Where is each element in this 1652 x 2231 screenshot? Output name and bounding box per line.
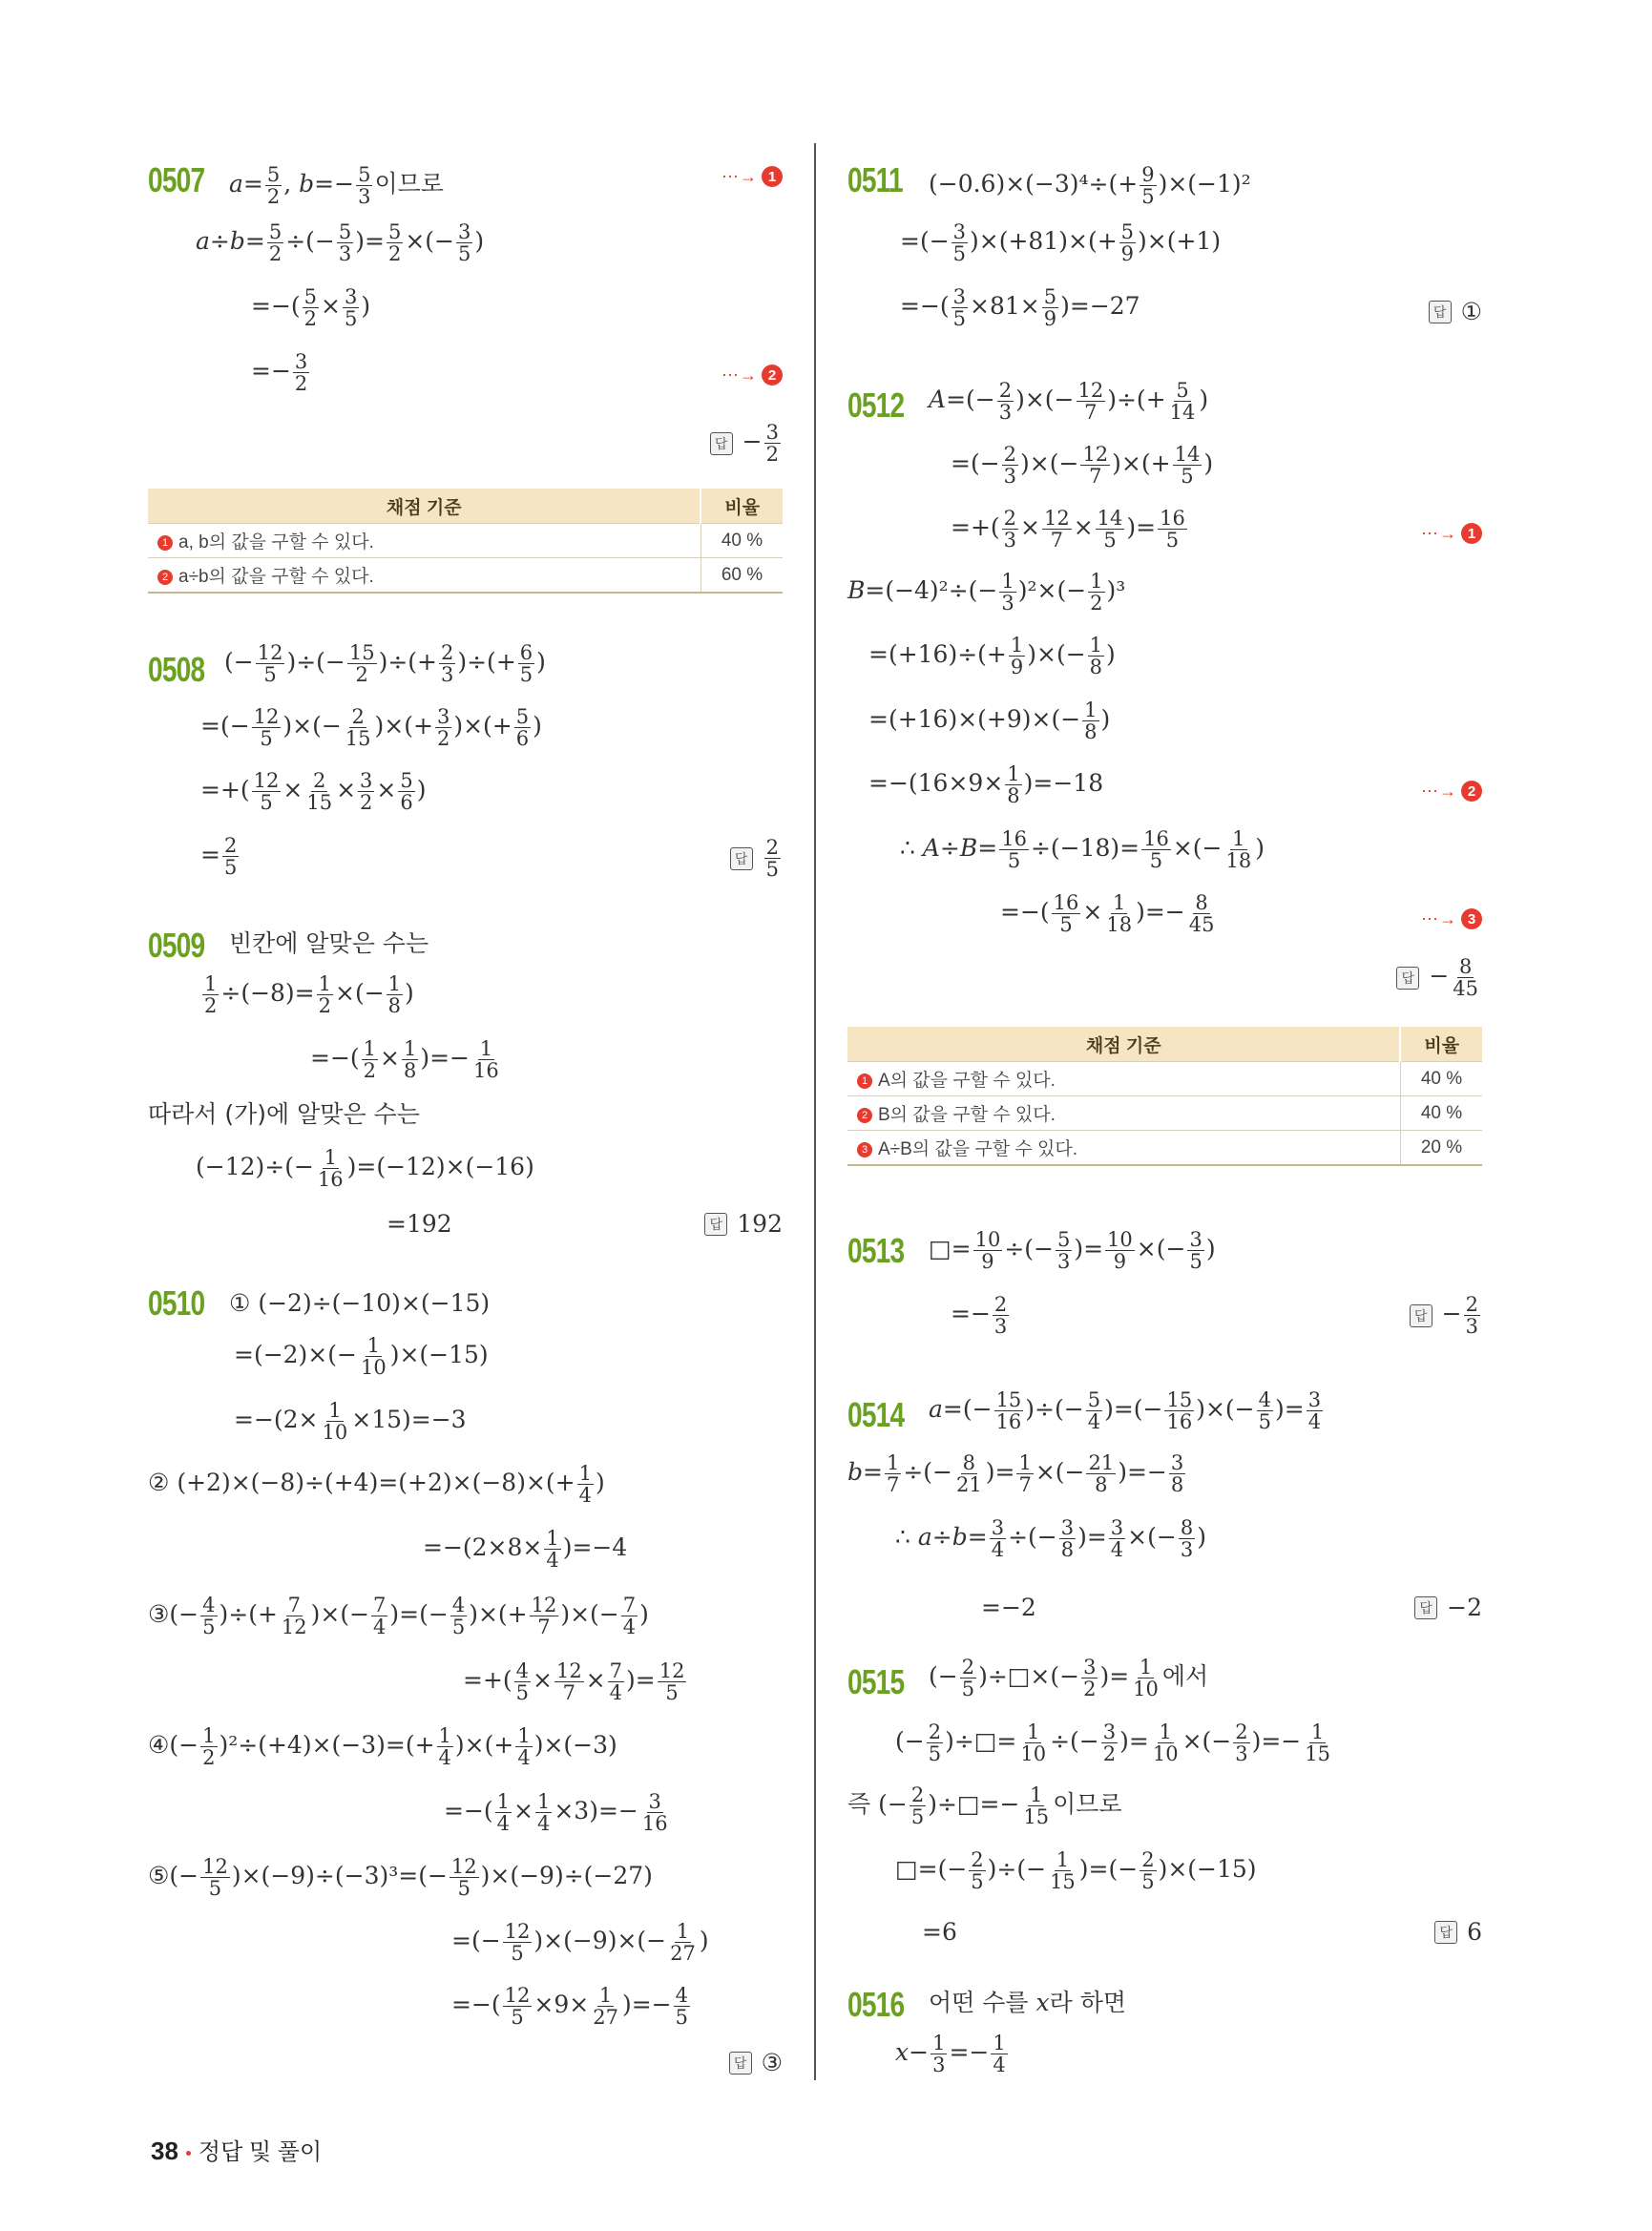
solution-line-2: (− $\frac{2}{5}$ )÷□= $\frac{1}{10}$ ÷(− $\frac{3}{2}$ )= $\frac{1}{10}$ ×(− $\frac{2}{3}$ )=− $\frac{1}{15}$	[895, 1720, 1330, 1766]
answer: 답 −2	[1414, 1594, 1482, 1621]
solution-line-3: =−( $\frac{1}{2}$ × $\frac{1}{8}$ )=− $\frac{1}{16}$	[310, 1037, 499, 1083]
answer-mark-icon: 답	[1434, 1921, 1457, 1944]
answer-mark-icon: 답	[1410, 1304, 1432, 1327]
solution-line-3: =+( $\frac{12}{5}$ × $\frac{2}{15}$ × $\frac{3}{2}$ × $\frac{5}{6}$ )	[200, 769, 427, 815]
solution-line-6: =(+16)×(+9)×(− $\frac{1}{8}$ )	[868, 698, 1111, 744]
problem-number: 0510	[148, 1283, 205, 1323]
answer: 답 − $\frac{2}{3}$	[1410, 1294, 1482, 1337]
solution-line-1: 빈칸에 알맞은 수는	[229, 929, 429, 957]
solution-line-7: =−(16×9× $\frac{1}{8}$ )=−18	[868, 762, 1104, 808]
solution-line-9: =−( $\frac{16}{5}$ × $\frac{1}{18}$ )=− $\frac{8}{45}$	[1000, 891, 1215, 937]
solution-line-11: =(− $\frac{12}{5}$ )×(−9)×(− $\frac{1}{27}$ )	[451, 1920, 709, 1966]
grading-table	[148, 489, 783, 594]
solution-line-5: =(+16)÷(+ $\frac{1}{9}$ )×(− $\frac{1}{8}$ )	[868, 634, 1116, 679]
table-header-ratio: 비율	[1400, 1027, 1482, 1062]
solution-line-2: =(− $\frac{3}{5}$ )×(+81)×(+ $\frac{5}{9}$ )×(+1)	[900, 220, 1222, 266]
solution-line-4: B=(−4)²÷(− $\frac{1}{3}$ )²×(− $\frac{1}{2}$ )³	[847, 570, 1126, 615]
page-number: 38	[151, 2137, 178, 2165]
solution-line-5: =6	[922, 1918, 957, 1946]
solution-line-2: x− $\frac{1}{3}$ =− $\frac{1}{4}$	[895, 2032, 1006, 2077]
table-row: 2 a÷b의 값을 구할 수 있다. 60 %	[148, 558, 783, 594]
step-3-icon: 3	[1461, 908, 1482, 929]
column-divider	[814, 143, 816, 2080]
step-marker-2: ⋯→ 2	[1421, 781, 1482, 802]
solution-line-3: =−( $\frac{3}{5}$ ×81× $\frac{5}{9}$ )=−27	[900, 285, 1140, 331]
step-1-icon: 1	[762, 166, 783, 187]
solution-line-4: □=(− $\frac{2}{5}$ )÷(− $\frac{1}{15}$ )=(− $\frac{2}{5}$ )×(−15)	[895, 1848, 1257, 1894]
table-row: 1 A의 값을 구할 수 있다. 40 %	[847, 1062, 1482, 1096]
solution-line-3: ∴ a÷b= $\frac{3}{4}$ ÷(− $\frac{3}{8}$ )= $\frac{3}{4}$ ×(− $\frac{8}{3}$ )	[895, 1516, 1206, 1562]
solution-line-8: ∴ A÷B= $\frac{16}{5}$ ÷(−18)= $\frac{16}{5}$ ×(− $\frac{1}{18}$ )	[900, 827, 1265, 873]
section-title: 정답 및 풀이	[198, 2139, 323, 2165]
problem-number: 0515	[847, 1662, 905, 1701]
solution-line-4: 따라서 (가)에 알맞은 수는	[148, 1100, 420, 1128]
answer: 답 192	[704, 1210, 783, 1238]
problem-number: 0512	[847, 386, 905, 425]
grading-table	[847, 1027, 1482, 1166]
answer: 답 6	[1434, 1918, 1482, 1946]
answer-mark-icon: 답	[730, 847, 753, 870]
solution-line-1: 어떤 수를 x라 하면	[929, 1989, 1127, 2016]
solution-line-9: =−( $\frac{1}{4}$ × $\frac{1}{4}$ ×3)=− $\frac{3}{16}$	[444, 1790, 668, 1836]
table-header-ratio: 비율	[701, 489, 783, 524]
step-marker-1: ⋯→ 1	[1421, 523, 1482, 544]
step-2-icon: 2	[762, 365, 783, 386]
solution-line-12: =−( $\frac{12}{5}$ ×9× $\frac{1}{27}$ )=− $\frac{4}{5}$	[451, 1984, 688, 2030]
solution-line-1: (− $\frac{12}{5}$ )÷(− $\frac{15}{2}$ )÷(+ $\frac{2}{3}$ )÷(+ $\frac{6}{5}$ )	[224, 641, 546, 687]
solution-line-3: =−( $\frac{5}{2}$ × $\frac{3}{5}$ )	[251, 285, 371, 331]
solution-line-6: ③(− $\frac{4}{5}$ )÷(+ $\frac{7}{12}$ )×(− $\frac{7}{4}$ )=(− $\frac{4}{5}$ )×(+ $\frac{12}{7}$ )×(− $\frac{7}{4}$ )	[148, 1594, 649, 1639]
answer: 답 $\frac{2}{5}$	[730, 837, 783, 880]
answer-mark-icon: 답	[729, 2052, 752, 2075]
problem-number: 0513	[847, 1231, 905, 1270]
problem-number: 0516	[847, 1985, 905, 2024]
problem-number: 0508	[148, 650, 205, 689]
solution-line-6: =192	[387, 1210, 452, 1238]
answer-mark-icon: 답	[704, 1213, 727, 1236]
answer: 답 − $\frac{3}{2}$	[710, 422, 783, 465]
table-row: 3 A÷B의 값을 구할 수 있다. 20 %	[847, 1131, 1482, 1166]
solution-line-4: =−2	[981, 1594, 1036, 1621]
step-marker-3: ⋯→ 3	[1421, 908, 1482, 929]
footer-dot-icon	[186, 2151, 191, 2156]
solution-line-2: a÷b= $\frac{5}{2}$ ÷(− $\frac{5}{3}$ )= $\frac{5}{2}$ ×(− $\frac{3}{5}$ )	[196, 220, 485, 266]
solution-line-5: =−(2×8× $\frac{1}{4}$ )=−4	[423, 1527, 628, 1573]
solution-line-5: (−12)÷(− $\frac{1}{16}$ )=(−12)×(−16)	[196, 1146, 534, 1192]
solution-line-2: =(− $\frac{2}{3}$ )×(− $\frac{12}{7}$ )×(+ $\frac{14}{5}$ )	[951, 443, 1214, 489]
solution-line-1: a=(− $\frac{15}{16}$ )÷(− $\frac{5}{4}$ )=(− $\frac{15}{16}$ )×(− $\frac{4}{5}$ )= $\frac{3}{4}$	[929, 1388, 1322, 1434]
solution-line-1: a= $\frac{5}{2}$ , b=− $\frac{5}{3}$ 이므로	[229, 163, 444, 209]
solution-line-2: =(− $\frac{12}{5}$ )×(− $\frac{2}{15}$ )×(+ $\frac{3}{2}$ )×(+ $\frac{5}{6}$ )	[200, 705, 542, 751]
solution-line-1: □= $\frac{10}{9}$ ÷(− $\frac{5}{3}$ )= $\frac{10}{9}$ ×(− $\frac{3}{5}$ )	[929, 1228, 1216, 1274]
problem-number: 0514	[847, 1395, 905, 1434]
solution-line-1: A=(− $\frac{2}{3}$ )×(− $\frac{12}{7}$ )÷(+ $\frac{5}{14}$ )	[929, 379, 1209, 425]
answer: 답 ①	[1429, 298, 1482, 325]
problem-number: 0507	[148, 160, 205, 199]
solution-line-8: ④(− $\frac{1}{2}$ )²÷(+4)×(−3)=(+ $\frac{1}{4}$ )×(+ $\frac{1}{4}$ )×(−3)	[148, 1724, 617, 1770]
page-footer	[151, 2133, 322, 2166]
solution-line-4: =− $\frac{3}{2}$	[251, 350, 308, 396]
solution-line-3: =−(2× $\frac{1}{10}$ ×15)=−3	[234, 1399, 467, 1445]
step-marker-1: ⋯→ 1	[721, 166, 783, 187]
solution-line-1: (−0.6)×(−3)⁴÷(+ $\frac{9}{5}$ )×(−1)²	[929, 163, 1251, 209]
solution-line-3: =+( $\frac{2}{3}$ × $\frac{12}{7}$ × $\frac{14}{5}$ )= $\frac{16}{5}$	[951, 507, 1185, 553]
solution-line-4: ② (+2)×(−8)÷(+4)=(+2)×(−8)×(+ $\frac{1}{4}$ )	[148, 1462, 605, 1508]
step-marker-2: ⋯→ 2	[721, 365, 783, 386]
solution-line-1: (− $\frac{2}{5}$ )÷□×(− $\frac{3}{2}$ )= $\frac{1}{10}$ 에서	[929, 1656, 1209, 1701]
answer: 답 ③	[729, 2049, 783, 2076]
answer-mark-icon: 답	[1429, 301, 1452, 323]
solution-line-4: = $\frac{2}{5}$	[200, 834, 238, 880]
step-2-icon: 2	[1461, 781, 1482, 802]
solution-line-1: ① (−2)÷(−10)×(−15)	[229, 1289, 491, 1317]
table-row: 2 B의 값을 구할 수 있다. 40 %	[847, 1096, 1482, 1131]
solution-line-2: $\frac{1}{2}$ ÷(−8)= $\frac{1}{2}$ ×(− $\frac{1}{8}$ )	[204, 972, 414, 1018]
solution-line-3: 즉 (− $\frac{2}{5}$ )÷□=− $\frac{1}{15}$ 이므로	[847, 1783, 1122, 1829]
solution-line-10: ⑤(− $\frac{12}{5}$ )×(−9)÷(−3)³=(− $\frac{12}{5}$ )×(−9)÷(−27)	[148, 1855, 653, 1901]
table-header-criteria: 채점 기준	[847, 1027, 1400, 1062]
answer-mark-icon: 답	[1396, 967, 1419, 990]
solution-line-2: b= $\frac{1}{7}$ ÷(− $\frac{8}{21}$ )= $\frac{1}{7}$ ×(− $\frac{21}{8}$ )=− $\frac{3}{8}$	[847, 1451, 1184, 1497]
problem-number: 0511	[847, 160, 903, 199]
solution-line-2: =− $\frac{2}{3}$	[951, 1293, 1008, 1339]
answer-mark-icon: 답	[710, 432, 733, 455]
answer: 답 − $\frac{8}{45}$	[1396, 956, 1482, 999]
solution-line-2: =(−2)×(− $\frac{1}{10}$ )×(−15)	[234, 1334, 489, 1380]
solution-line-7: =+( $\frac{4}{5}$ × $\frac{12}{7}$ × $\frac{7}{4}$ )= $\frac{12}{5}$	[463, 1659, 685, 1705]
table-header-criteria: 채점 기준	[148, 489, 701, 524]
problem-number: 0509	[148, 926, 205, 965]
answer-mark-icon: 답	[1414, 1596, 1437, 1619]
table-row: 1 a, b의 값을 구할 수 있다. 40 %	[148, 524, 783, 558]
step-1-icon: 1	[1461, 523, 1482, 544]
